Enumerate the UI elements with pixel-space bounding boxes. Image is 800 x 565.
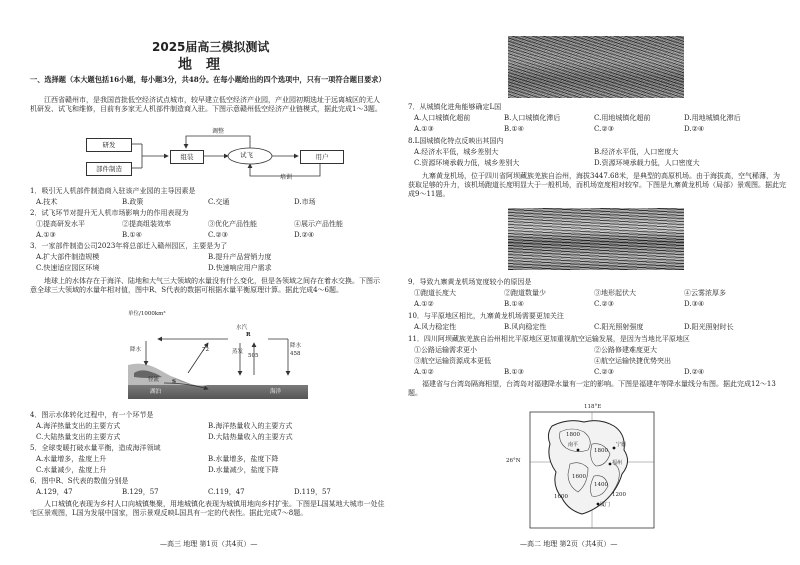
section-heading: 一、选择题（本大题包括16小题，每小题3分，共48分。在每小题给出的四个选项中，只有一项符合题目要求） [30, 75, 386, 84]
q11-options [414, 368, 774, 377]
latitude-label: 26°N [506, 458, 521, 464]
passage-4: 九寨黄龙机场，位于四川省阿坝藏族羌族自治州，海拔3447.68米，是典型的高原机场。由于海拔高，空气稀薄，为获取足够的升力，该机场跑道长度明显大于一般机场，而机场宽度相对较窄。下图是九寨黄龙机场（局部）景观图。据此完成9～11题。 [408, 172, 786, 199]
q2-statement-3: ③优化产品性能 [208, 220, 257, 228]
q5-options-row1 [36, 455, 380, 464]
industry-chain-diagram [80, 130, 360, 184]
passage-1: 江西省赣州市，是我国首批低空经济试点城市，较早建立低空经济产业园，产业园初期选址于远离城区的无人机研发、试飞和维修，目前有多家无人机部件制造商入驻。下图示意赣州低空经济产业链模式，据此完成1～3题。 [30, 96, 382, 114]
q6-option-c[interactable]: C.119，47 [208, 488, 245, 496]
precip2-label: 降水 [290, 343, 302, 349]
box-research: 研发 [86, 138, 132, 152]
isohyet-1800-a: 1800 [566, 432, 580, 438]
q7-statement-4: D.用地城镇化滞后 [684, 114, 741, 122]
airport-photo [508, 208, 684, 270]
q7-statement-1: A.人口城镇化超前 [414, 114, 471, 122]
q9-options [414, 300, 774, 309]
q11-statement-2: ②公路修建难度更大 [594, 346, 657, 354]
box-parts: 部件制造 [86, 162, 132, 176]
q4-option-d[interactable]: D.大陆热量收入的主要方式 [208, 433, 293, 441]
q3-option-a[interactable]: A.扩大部件制造规模 [36, 253, 100, 261]
q3-option-b[interactable]: B.提升产品营销力度 [208, 253, 272, 261]
value-s: S [172, 379, 176, 385]
q7-statements [414, 114, 774, 123]
q11-option-c[interactable]: C.②③ [594, 368, 614, 376]
q6-options [36, 488, 380, 497]
q1-options [36, 198, 380, 207]
q9-option-d[interactable]: D.③④ [684, 300, 705, 308]
value-505: 505 [248, 353, 259, 359]
q2-statement-2: ②提高组装效率 [122, 220, 171, 228]
value-r: R [246, 332, 251, 338]
q2-option-c[interactable]: C.②③ [208, 231, 228, 239]
q4-stem: 4．图示水体转化过程中，有一个环节是 [30, 411, 154, 419]
q1-option-a[interactable]: A.技术 [36, 198, 58, 206]
q11-option-b[interactable]: B.①③ [504, 368, 524, 376]
q9-statement-3: ③地形起伏大 [594, 289, 636, 297]
node-testflight: 试飞 [240, 151, 253, 159]
subject-title: 地理 [178, 57, 234, 73]
q1-option-d[interactable]: D.市场 [294, 198, 316, 206]
q10-option-d[interactable]: D.阳光照射时长 [684, 323, 734, 331]
q3-option-c[interactable]: C.快速适应园区环境 [36, 264, 100, 272]
q11-statements-row2 [414, 357, 774, 366]
label-training: 培训 [280, 174, 293, 181]
page-1-footer: —高三 地理 第1页（共4页）— [160, 540, 258, 548]
q2-statement-4: ④展示产品性能 [294, 220, 343, 228]
q2-options [36, 231, 380, 240]
q10-options [414, 323, 774, 332]
q6-option-b[interactable]: B.129，57 [122, 488, 159, 496]
q10-option-c[interactable]: C.阳光照射强度 [594, 323, 644, 331]
runoff-label: 径流 [148, 377, 160, 383]
q9-statement-2: ②跑道数量少 [504, 289, 546, 297]
q11-statements-row1 [414, 346, 774, 355]
q4-options-row2 [36, 433, 380, 442]
page-right [400, 0, 800, 565]
q2-statements [36, 220, 380, 229]
q10-option-a[interactable]: A.风力稳定性 [414, 323, 457, 331]
isohyet-1800-b: 1800 [594, 448, 608, 454]
q5-option-b[interactable]: B.水量增多，盐度下降 [208, 455, 279, 463]
q5-option-c[interactable]: C.水量减少，盐度上升 [36, 466, 107, 474]
passage-3: 人口城镇化表现为乡村人口向城镇集聚，用地城镇化表现为城镇用地向乡村扩张。下图是L国某地大城市一处住宅区景观图，L国为发展中国家，图示景观反映L国具有一定的代表性。据此完成7～8题。 [30, 500, 385, 518]
box-user: 用户 [300, 150, 344, 164]
q9-statement-1: ①跑道长度大 [414, 289, 456, 297]
exam-title: 2025届高三模拟测试 [152, 40, 270, 54]
q6-option-a[interactable]: A.129，47 [36, 488, 73, 496]
q5-stem: 5．全球变暖打破水量平衡，造成海洋领域 [30, 444, 161, 452]
isohyet-1600-b: 1600 [554, 494, 568, 500]
q1-option-b[interactable]: B.政策 [122, 198, 144, 206]
residential-area-photo [508, 36, 684, 98]
isohyet-1200: 1200 [612, 492, 626, 498]
q11-statement-3: ③航空运输资源成本更低 [414, 357, 491, 365]
q5-option-d[interactable]: D.水量减少，盐度下降 [208, 466, 279, 474]
water-cycle-diagram [128, 313, 308, 399]
city-fuzhou: 福州 [612, 460, 623, 466]
q9-stem: 9．导致九寨黄龙机场宽度较小的原因是 [408, 278, 532, 286]
value-458: 458 [290, 351, 301, 357]
q3-option-d[interactable]: D.快速响应用户需求 [208, 264, 272, 272]
q8-stem: 8.L国城镇化特点反映出其国内 [408, 137, 504, 145]
q2-option-a[interactable]: A.①③ [36, 231, 56, 239]
q8-option-a[interactable]: A.经济水平低，城乡差别大 [414, 148, 499, 156]
city-ningde: 宁德 [616, 442, 627, 448]
q2-stem: 2．试飞环节对提升无人机市场影响力的作用表现为 [30, 209, 189, 217]
ocean-label: 海洋 [270, 389, 282, 395]
precip-label: 降水 [130, 347, 142, 353]
q10-stem: 10．与平原地区相比，九寨黄龙机场需要更加关注 [408, 312, 564, 320]
q7-option-c[interactable]: C.②③ [594, 125, 614, 133]
q8-option-b[interactable]: B.经济水平低，人口密度大 [594, 148, 679, 156]
q7-option-b[interactable]: B.①④ [504, 125, 524, 133]
q9-statement-4: ④云雾浓厚多 [684, 289, 726, 297]
q5-option-a[interactable]: A.水量增多，盐度上升 [36, 455, 107, 463]
q7-statement-2: B.人口城镇化滞后 [504, 114, 561, 122]
q2-statement-1: ①提高研发水平 [36, 220, 85, 228]
q3-stem: 3．一家部件制造公司2023年将总部迁入赣州园区，主要是为了 [30, 242, 228, 250]
q7-statement-3: C.用地城镇化超前 [594, 114, 651, 122]
q8-options-row1 [414, 148, 774, 157]
q9-option-c[interactable]: C.②③ [594, 300, 614, 308]
q9-option-b[interactable]: B.①④ [504, 300, 524, 308]
q7-options [414, 125, 774, 134]
value-72: 72 [202, 347, 209, 353]
q11-option-d[interactable]: D.②④ [684, 368, 705, 376]
isohyet-1600: 1600 [572, 474, 586, 480]
isohyet-1400: 1400 [594, 482, 608, 488]
passage-5: 福建省与台湾岛隔海相望，台湾岛对福建降水量有一定的影响。下图是福建年等降水量线分布图。据此完成12～13题。 [408, 380, 776, 398]
q11-statement-4: ④航空运输快捷优势突出 [594, 357, 671, 365]
city-xiamen: 厦门 [600, 502, 611, 508]
q8-option-d[interactable]: D.资源环境承载力低，人口密度大 [594, 159, 700, 167]
q6-option-d[interactable]: D.119，57 [294, 488, 331, 496]
q11-option-a[interactable]: A.①② [414, 368, 434, 376]
fujian-precipitation-map [506, 404, 662, 534]
q7-option-d[interactable]: D.②④ [684, 125, 705, 133]
label-adjust: 调整 [212, 128, 225, 135]
q3-options-row1 [36, 253, 380, 262]
q8-options-row2 [414, 159, 774, 168]
q7-option-a[interactable]: A.①③ [414, 125, 434, 133]
q9-option-a[interactable]: A.①② [414, 300, 434, 308]
evap-label: 蒸发 [232, 349, 244, 355]
q5-options-row2 [36, 466, 380, 475]
q11-statement-1: ①公路运输需求更小 [414, 346, 477, 354]
q2-option-b[interactable]: B.①④ [122, 231, 142, 239]
q4-options-row1 [36, 422, 380, 431]
city-nanping: 南平 [568, 442, 579, 448]
box-assembly: 组装 [170, 150, 204, 164]
q2-option-d[interactable]: D.②④ [294, 231, 315, 239]
q3-options-row2 [36, 264, 380, 273]
q4-option-c[interactable]: C.大陆热量支出的主要方式 [36, 433, 121, 441]
page-2-footer: —高二 地理 第2页（共4页）— [520, 540, 618, 548]
lake-label: 湖泊 [150, 389, 162, 395]
q4-option-a[interactable]: A.海洋热量支出的主要方式 [36, 422, 121, 430]
q1-option-c[interactable]: C.交通 [208, 198, 230, 206]
unit-label: 单位/1000km³ [128, 311, 166, 317]
passage-2: 地球上的水体存在于海洋、陆地和大气三大领域的水量没有什么变化，但是各领域之间存在着水交换。下图示意全球三大领域的水量年相对值，图中R、S代表的数据可根据水量平衡原理计算。据此完成4～6题。 [30, 277, 380, 295]
q1-stem: 1．吸引无人机部件制造商入驻该产业园的主导因素是 [30, 187, 196, 195]
q9-statements [414, 289, 774, 298]
longitude-label: 118°E [584, 404, 602, 410]
q8-option-c[interactable]: C.资源环境承载力低，城乡差别大 [414, 159, 520, 167]
q4-option-b[interactable]: B.海洋热量收入的主要方式 [208, 422, 293, 430]
vapor-label: 水汽 [236, 325, 248, 331]
q11-stem: 11．四川阿坝藏族羌族自治州相比平原地区更加重视航空运输发展，是因为当地比平原地区 [408, 335, 690, 343]
q6-stem: 6．图中R、S代表的数值分别是 [30, 477, 129, 485]
q10-option-b[interactable]: B.风向稳定性 [504, 323, 547, 331]
q7-stem: 7．从城镇化进角能够确定L国 [408, 103, 502, 111]
